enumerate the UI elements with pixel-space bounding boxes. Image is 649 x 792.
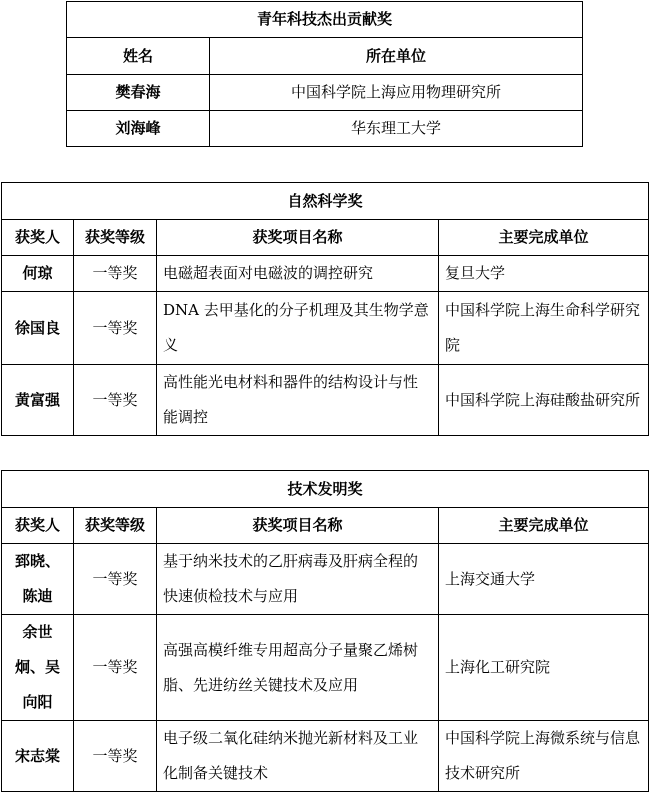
project-name: 基于纳米技术的乙肝病毒及肝病全程的快速侦检技术与应用 — [157, 544, 439, 615]
table-row — [2, 365, 649, 436]
awardee-person: 郅晓、陈迪 — [2, 544, 74, 615]
awardee-person: 黄富强 — [2, 365, 74, 436]
header-name: 姓名 — [67, 38, 210, 75]
completion-unit: 复旦大学 — [439, 256, 649, 292]
award-level: 一等奖 — [74, 721, 157, 792]
table-row — [2, 615, 649, 721]
natural-science-table — [1, 182, 649, 436]
header-level: 获奖等级 — [74, 220, 157, 256]
completion-unit: 上海交通大学 — [439, 544, 649, 615]
awardee-name: 樊春海 — [67, 75, 210, 111]
award-level: 一等奖 — [74, 365, 157, 436]
awardee-person: 何琼 — [2, 256, 74, 292]
project-name: 高性能光电材料和器件的结构设计与性能调控 — [157, 365, 439, 436]
table-row — [2, 721, 649, 792]
header-person: 获奖人 — [2, 508, 74, 544]
header-level: 获奖等级 — [74, 508, 157, 544]
awardee-person: 余世炯、吴向阳 — [2, 615, 74, 721]
natural-science-title: 自然科学奖 — [2, 183, 649, 220]
project-name: 高强高模纤维专用超高分子量聚乙烯树脂、先进纺丝关键技术及应用 — [157, 615, 439, 721]
award-level: 一等奖 — [74, 544, 157, 615]
awardee-person: 宋志棠 — [2, 721, 74, 792]
table-row — [67, 111, 583, 147]
tech-invention-table — [1, 470, 649, 792]
table-row — [2, 544, 649, 615]
awardee-unit: 中国科学院上海应用物理研究所 — [210, 75, 583, 111]
completion-unit: 上海化工研究院 — [439, 615, 649, 721]
header-project: 获奖项目名称 — [157, 508, 439, 544]
header-person: 获奖人 — [2, 220, 74, 256]
table-row — [67, 75, 583, 111]
youth-award-table — [66, 1, 583, 147]
completion-unit: 中国科学院上海硅酸盐研究所 — [439, 365, 649, 436]
tech-invention-title: 技术发明奖 — [2, 471, 649, 508]
header-unit: 主要完成单位 — [439, 508, 649, 544]
completion-unit: 中国科学院上海生命科学研究院 — [439, 292, 649, 365]
awardee-name: 刘海峰 — [67, 111, 210, 147]
award-level: 一等奖 — [74, 292, 157, 365]
awardee-person: 徐国良 — [2, 292, 74, 365]
project-name: 电子级二氧化硅纳米抛光新材料及工业化制备关键技术 — [157, 721, 439, 792]
completion-unit: 中国科学院上海微系统与信息技术研究所 — [439, 721, 649, 792]
table-row — [2, 292, 649, 365]
awardee-unit: 华东理工大学 — [210, 111, 583, 147]
header-project: 获奖项目名称 — [157, 220, 439, 256]
header-unit: 所在单位 — [210, 38, 583, 75]
table-row — [2, 256, 649, 292]
project-name: 电磁超表面对电磁波的调控研究 — [157, 256, 439, 292]
header-unit: 主要完成单位 — [439, 220, 649, 256]
award-level: 一等奖 — [74, 615, 157, 721]
project-name: DNA 去甲基化的分子机理及其生物学意义 — [157, 292, 439, 365]
award-level: 一等奖 — [74, 256, 157, 292]
youth-award-title: 青年科技杰出贡献奖 — [67, 2, 583, 38]
